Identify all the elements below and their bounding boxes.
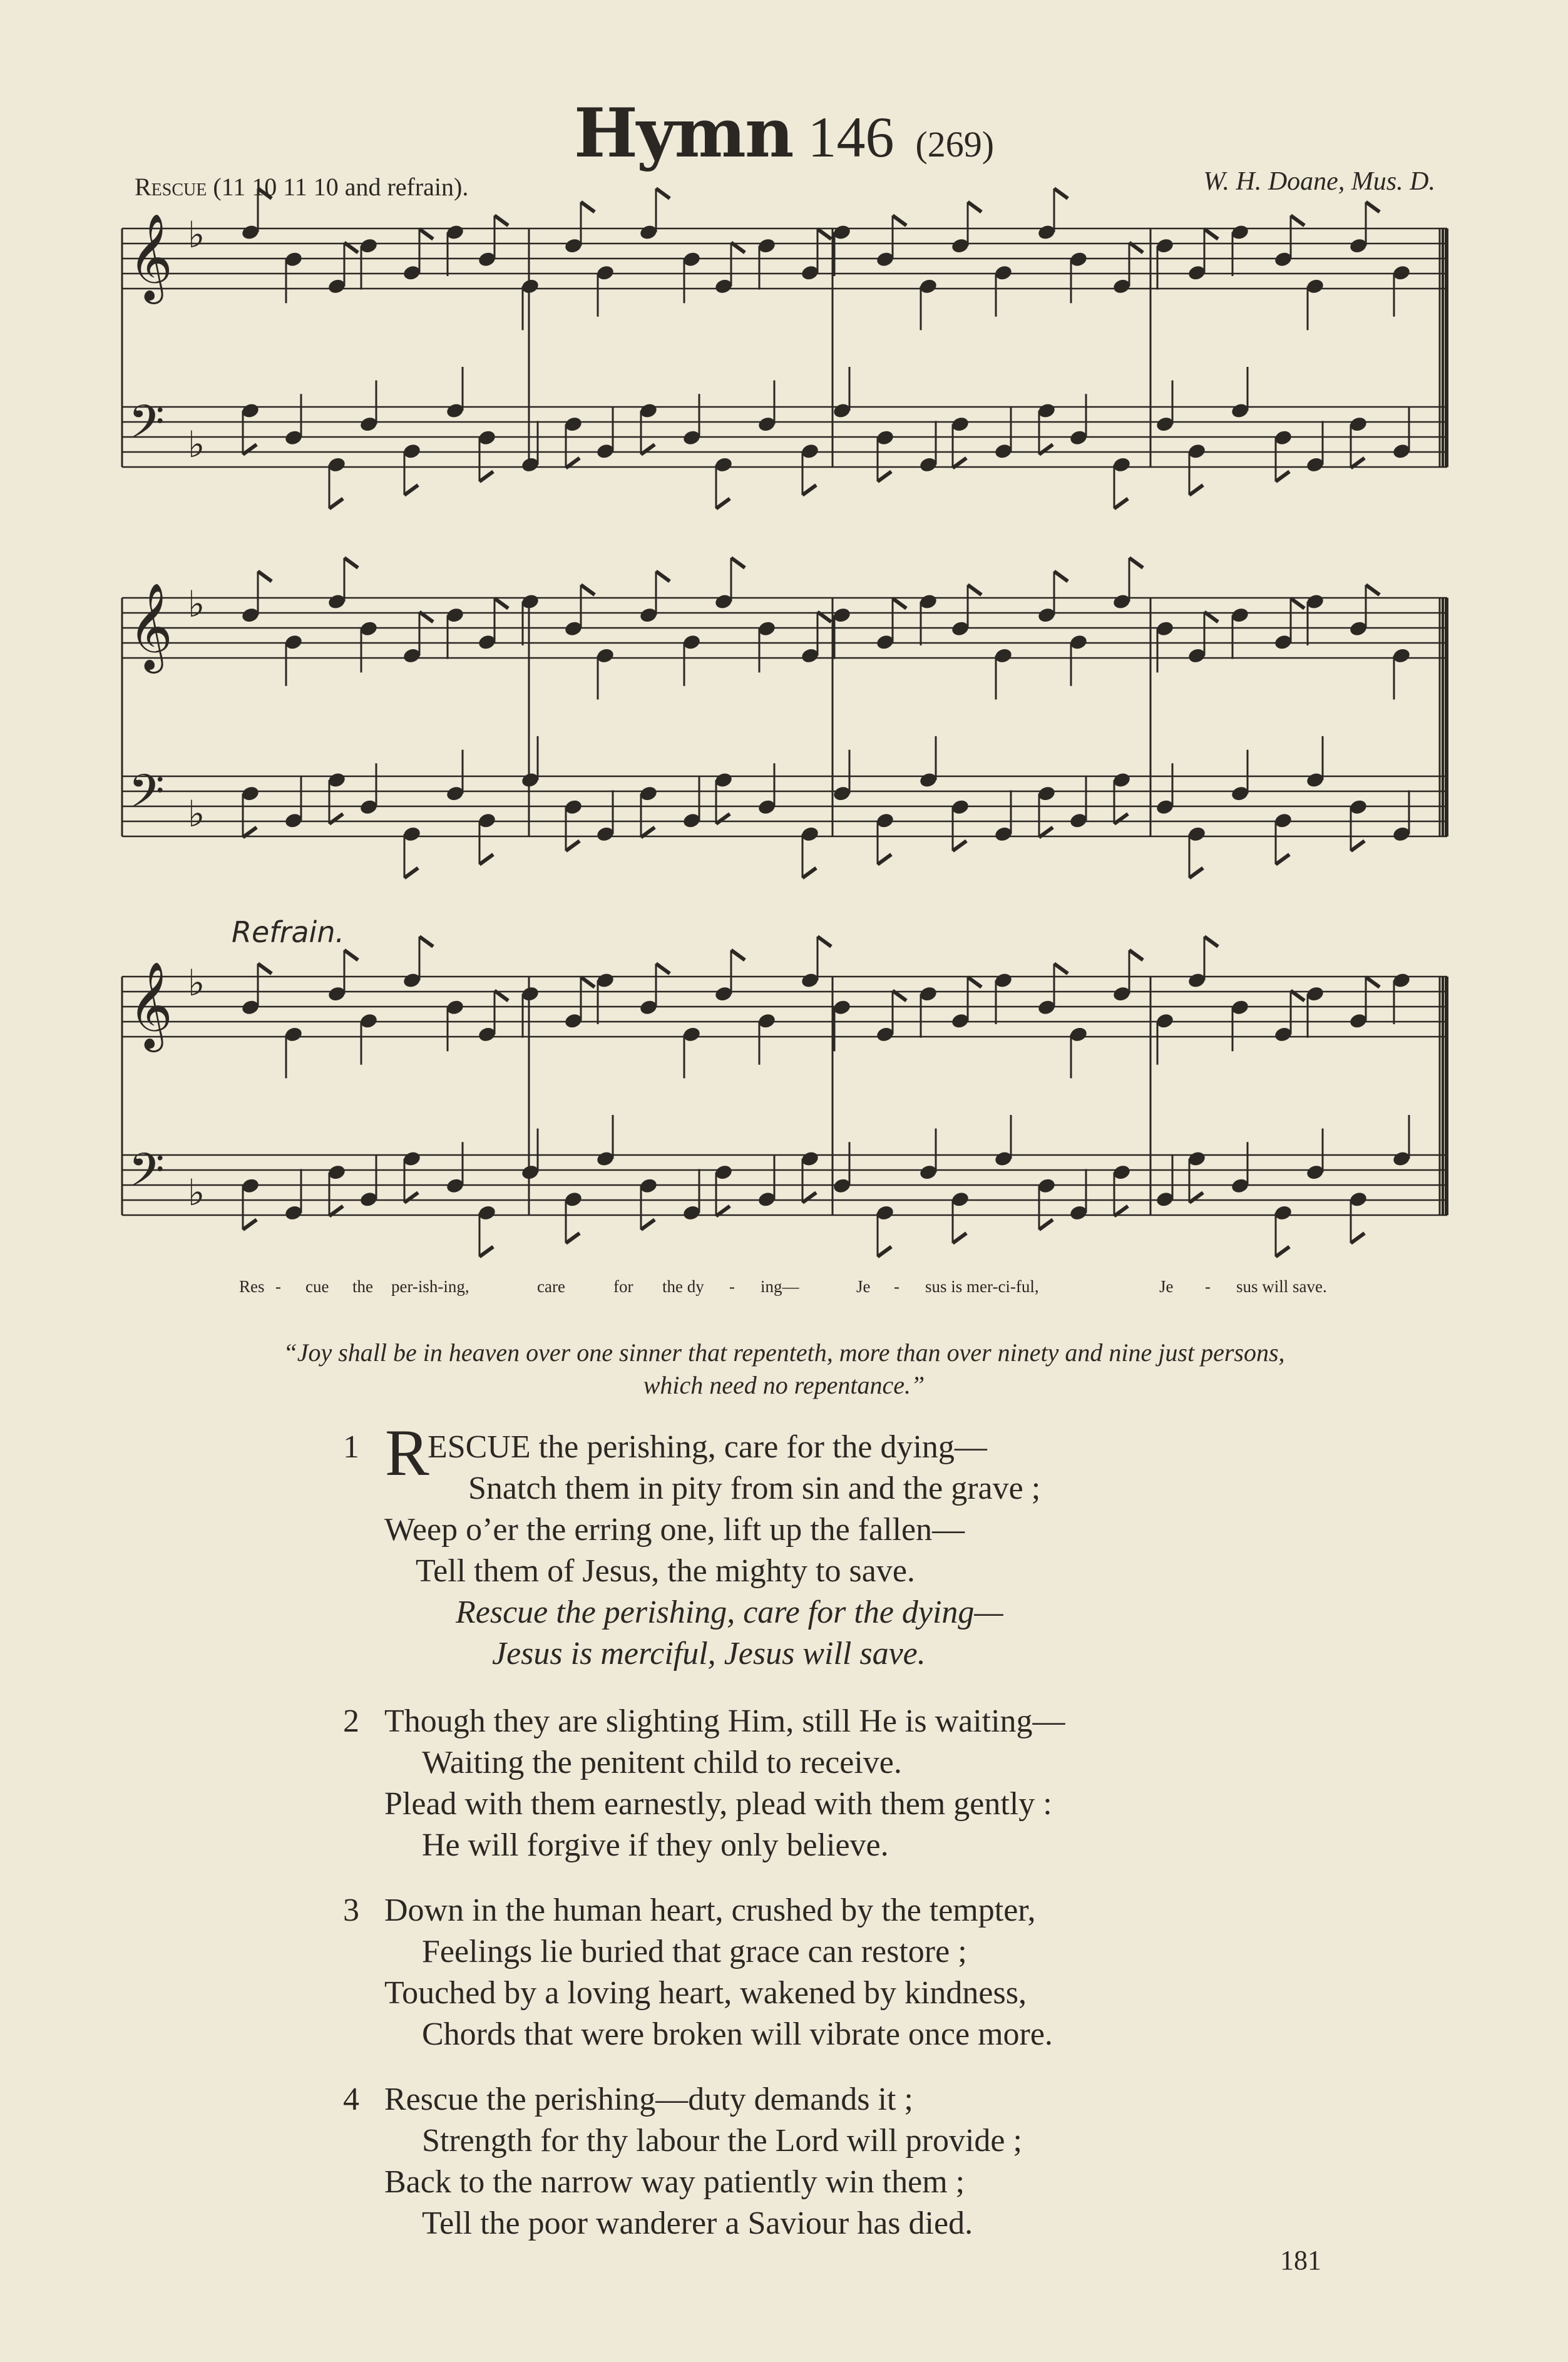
note-flag <box>494 215 508 225</box>
note-flag <box>1114 498 1128 508</box>
note-flag <box>1189 1193 1203 1203</box>
verse-line: Snatch them in pity from sin and the grave ; <box>468 1471 1041 1506</box>
key-flat-icon: ♭ <box>188 793 205 835</box>
note-flag <box>968 585 981 595</box>
verse-line: Touched by a loving heart, wakened by kindness, <box>384 1975 1027 2011</box>
note-flag <box>404 485 418 495</box>
note-flag <box>581 585 595 595</box>
tune-name: Rescue <box>135 173 207 201</box>
note-flag <box>581 977 595 987</box>
underlay-syllable: the dy <box>662 1277 704 1296</box>
note-flag <box>243 1220 257 1230</box>
underlay-syllable: - <box>894 1277 899 1296</box>
verse-line: Down in the human heart, crushed by the tempter, <box>384 1892 1036 1928</box>
tune-meter: (11 10 11 10 and refrain). <box>213 173 469 201</box>
hymn-title-word: Hymn <box>573 94 793 173</box>
note-flag <box>1039 444 1053 454</box>
page-number: 181 <box>1280 2245 1321 2276</box>
underlay-syllable: cue <box>305 1277 329 1296</box>
note-flag <box>258 188 272 198</box>
bass-clef-icon: 𝄢 <box>128 764 165 830</box>
verse-line: Weep o’er the erring one, lift up the fallen— <box>384 1512 965 1548</box>
note-flag <box>494 598 508 608</box>
note-flag <box>1114 814 1128 824</box>
note-flag <box>1276 1246 1289 1256</box>
underlay-syllable: ing— <box>761 1277 799 1296</box>
underlay-syllable: care <box>537 1277 565 1296</box>
note-flag <box>1129 950 1143 960</box>
note-flag <box>404 868 418 878</box>
key-flat-icon: ♭ <box>188 213 205 256</box>
composer: W. H. Doane, Mus. D. <box>1203 167 1435 196</box>
note-flag <box>893 215 906 225</box>
note-flag <box>1366 977 1380 987</box>
underlay-syllable: for <box>613 1277 633 1296</box>
note-flag <box>1276 471 1289 481</box>
verse-line: Strength for thy labour the Lord will provide ; <box>422 2123 1022 2159</box>
note-flag <box>404 1193 418 1203</box>
underlay-syllable: sus is mer-ci-ful, <box>925 1277 1039 1296</box>
refrain-line: Jesus is merciful, Jesus will save. <box>492 1636 926 1671</box>
verse-line: Waiting the penitent child to receive. <box>422 1745 902 1780</box>
verse-number: 4 <box>343 2082 359 2117</box>
treble-clef-icon: 𝄞 <box>128 962 173 1049</box>
note-flag <box>878 471 891 481</box>
note-flag <box>802 868 816 878</box>
underlay-syllable: - <box>1205 1277 1211 1296</box>
verse-line: Chords that were broken will vibrate once more. <box>422 2016 1053 2052</box>
lyric-underlay <box>0 1277 1568 1302</box>
note-flag <box>893 598 906 608</box>
note-flag <box>817 937 831 947</box>
note-flag <box>1039 1220 1053 1230</box>
note-flag <box>329 498 343 508</box>
underlay-syllable: per-ish-ing, <box>391 1277 469 1296</box>
verse-line: Tell the poor wanderer a Saviour has died. <box>422 2205 973 2241</box>
note-flag <box>1204 229 1218 239</box>
note-flag <box>716 814 730 824</box>
note-flag <box>1366 202 1380 212</box>
note-flag <box>1204 937 1218 947</box>
note-flag <box>258 572 272 582</box>
note-flag <box>566 1233 580 1243</box>
scripture-line: which need no repentance.” <box>643 1371 925 1399</box>
note-flag <box>1291 598 1304 608</box>
scripture-quote <box>125 1337 1443 1402</box>
note-flag <box>1189 485 1203 495</box>
note-flag <box>344 558 358 568</box>
note-flag <box>802 1193 816 1203</box>
note-flag <box>953 1233 966 1243</box>
note-flag <box>329 814 343 824</box>
underlay-syllable: Je <box>1159 1277 1174 1296</box>
note-flag <box>968 977 981 987</box>
note-flag <box>479 855 493 865</box>
verse-line: Feelings lie buried that grace can restore ; <box>422 1934 967 1969</box>
note-flag <box>802 485 816 495</box>
note-flag <box>731 558 745 568</box>
key-flat-icon: ♭ <box>188 962 205 1004</box>
verse-line: Plead with them earnestly, plead with them gently : <box>384 1786 1052 1822</box>
note-flag <box>1366 585 1380 595</box>
note-flag <box>1054 188 1068 198</box>
drop-cap: R <box>385 1416 429 1489</box>
treble-clef-icon: 𝄞 <box>128 583 173 670</box>
underlay-syllable: - <box>275 1277 281 1296</box>
note-flag <box>419 229 433 239</box>
underlay-syllable: Res <box>239 1277 265 1296</box>
note-flag <box>1351 1233 1365 1243</box>
scripture-line: “Joy shall be in heaven over one sinner that repenteth, more than over ninety and nine just persons, <box>283 1338 1285 1367</box>
verse-line: ESCUE the perishing, care for the dying— <box>428 1429 987 1465</box>
note-flag <box>1276 855 1289 865</box>
note-flag <box>641 1220 655 1230</box>
note-flag <box>817 229 831 239</box>
verse-line: Tell them of Jesus, the mighty to save. <box>416 1553 915 1589</box>
note-flag <box>878 855 891 865</box>
note-flag <box>479 471 493 481</box>
underlay-syllable: - <box>729 1277 735 1296</box>
key-flat-icon: ♭ <box>188 583 205 625</box>
verse-line: Though they are slighting Him, still He is waiting— <box>384 1703 1065 1739</box>
verse-number: 1 <box>343 1429 359 1465</box>
key-flat-icon: ♭ <box>188 423 205 466</box>
note-flag <box>1291 215 1304 225</box>
refrain-label: Refrain. <box>232 915 345 949</box>
verse-line: He will forgive if they only believe. <box>422 1827 889 1863</box>
refrain-line: Rescue the perishing, care for the dying— <box>456 1594 1003 1630</box>
note-flag <box>968 202 981 212</box>
note-flag <box>566 841 580 851</box>
note-flag <box>344 950 358 960</box>
note-flag <box>656 572 670 582</box>
note-flag <box>1351 841 1365 851</box>
note-flag <box>419 937 433 947</box>
note-flag <box>1054 572 1068 582</box>
verse-line: Rescue the perishing—duty demands it ; <box>384 2082 913 2117</box>
note-flag <box>731 950 745 960</box>
verse-number: 2 <box>343 1703 359 1739</box>
verse-line: Back to the narrow way patiently win them ; <box>384 2164 965 2200</box>
note-flag <box>656 188 670 198</box>
note-flag <box>953 841 966 851</box>
note-flag <box>716 498 730 508</box>
bass-clef-icon: 𝄢 <box>128 1143 165 1209</box>
bass-clef-icon: 𝄢 <box>128 395 165 461</box>
treble-clef-icon: 𝄞 <box>128 213 173 300</box>
key-flat-icon: ♭ <box>188 1171 205 1214</box>
note-flag <box>1129 558 1143 568</box>
note-flag <box>243 444 257 454</box>
note-flag <box>258 963 272 973</box>
underlay-syllable: the <box>352 1277 373 1296</box>
note-flag <box>656 963 670 973</box>
note-flag <box>1189 868 1203 878</box>
note-flag <box>641 444 655 454</box>
note-flag <box>1054 963 1068 973</box>
verse-number: 3 <box>343 1892 359 1928</box>
note-flag <box>581 202 595 212</box>
note-flag <box>479 1246 493 1256</box>
underlay-syllable: Je <box>856 1277 871 1296</box>
hymn-alt-number: (269) <box>915 124 995 165</box>
underlay-syllable: sus will save. <box>1236 1277 1327 1296</box>
note-flag <box>878 1246 891 1256</box>
hymn-number: 146 <box>807 105 894 169</box>
